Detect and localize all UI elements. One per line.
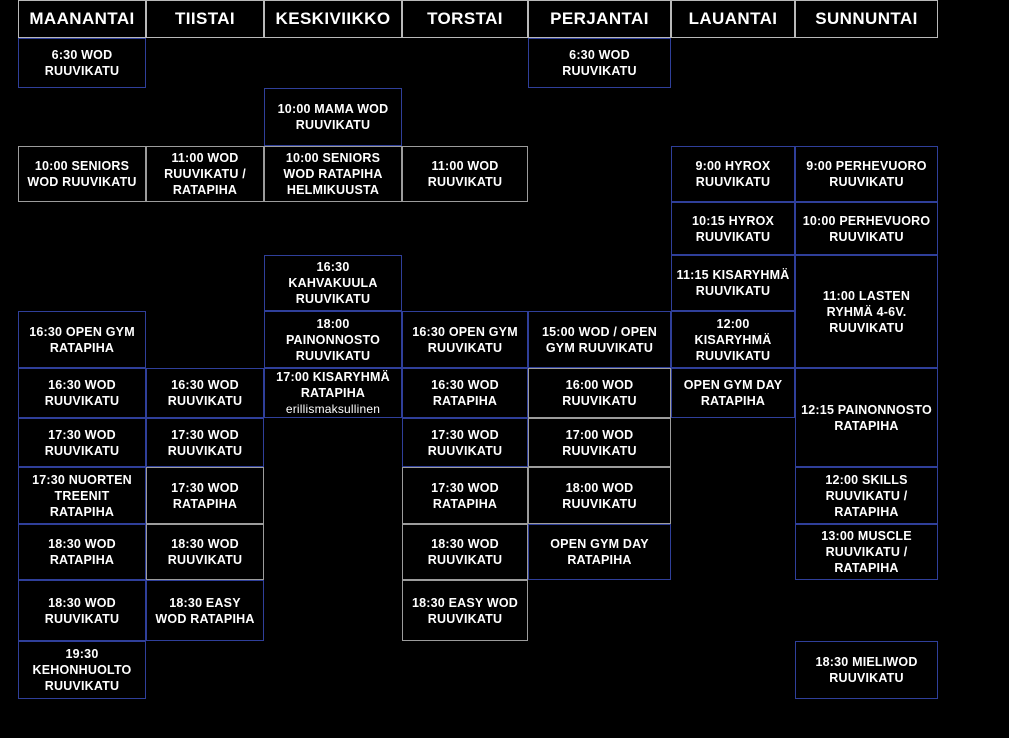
class-slot: 13:00 MUSCLE RUUVIKATU / RATAPIHA	[795, 524, 938, 580]
class-slot: 11:00 WOD RUUVIKATU	[402, 146, 528, 202]
day-header-sunday: SUNNUNTAI	[795, 0, 938, 38]
class-slot: 9:00 PERHEVUORO RUUVIKATU	[795, 146, 938, 202]
class-slot: 12:00 SKILLS RUUVIKATU / RATAPIHA	[795, 467, 938, 524]
class-slot: 6:30 WOD RUUVIKATU	[18, 38, 146, 88]
class-slot: 11:00 LASTEN RYHMÄ 4-6V. RUUVIKATU	[795, 255, 938, 368]
class-slot: 17:30 WOD RUUVIKATU	[146, 418, 264, 467]
class-slot: 17:30 WOD RATAPIHA	[146, 467, 264, 524]
class-slot: 18:30 WOD RUUVIKATU	[146, 524, 264, 580]
class-slot: 16:30 OPEN GYM RATAPIHA	[18, 311, 146, 368]
class-slot: 17:30 NUORTEN TREENIT RATAPIHA	[18, 467, 146, 524]
class-slot: 17:30 WOD RUUVIKATU	[18, 418, 146, 467]
class-slot: 18:30 WOD RATAPIHA	[18, 524, 146, 580]
class-slot: OPEN GYM DAY RATAPIHA	[528, 524, 671, 580]
class-slot: 10:00 SENIORS WOD RUUVIKATU	[18, 146, 146, 202]
class-slot: 18:30 MIELIWOD RUUVIKATU	[795, 641, 938, 699]
class-slot: 18:00 WOD RUUVIKATU	[528, 467, 671, 524]
class-slot: 18:30 EASY WOD RUUVIKATU	[402, 580, 528, 641]
class-slot: 15:00 WOD / OPEN GYM RUUVIKATU	[528, 311, 671, 368]
class-slot: 9:00 HYROX RUUVIKATU	[671, 146, 795, 202]
class-slot: 10:00 MAMA WOD RUUVIKATU	[264, 88, 402, 146]
class-slot: 6:30 WOD RUUVIKATU	[528, 38, 671, 88]
class-slot: 19:30 KEHONHUOLTO RUUVIKATU	[18, 641, 146, 699]
day-header-saturday: LAUANTAI	[671, 0, 795, 38]
class-slot: 18:30 EASY WOD RATAPIHA	[146, 580, 264, 641]
class-slot: 16:30 WOD RUUVIKATU	[146, 368, 264, 418]
class-slot: 16:00 WOD RUUVIKATU	[528, 368, 671, 418]
class-slot: 18:30 WOD RUUVIKATU	[402, 524, 528, 580]
class-slot: 17:00 WOD RUUVIKATU	[528, 418, 671, 467]
class-slot: 16:30 OPEN GYM RUUVIKATU	[402, 311, 528, 368]
class-slot: 18:00 PAINONNOSTO RUUVIKATU	[264, 311, 402, 368]
class-slot: 16:30 KAHVAKUULA RUUVIKATU	[264, 255, 402, 311]
class-slot: 16:30 WOD RATAPIHA	[402, 368, 528, 418]
day-header-monday: MAANANTAI	[18, 0, 146, 38]
day-header-thursday: TORSTAI	[402, 0, 528, 38]
day-header-tuesday: TIISTAI	[146, 0, 264, 38]
class-slot: 11:15 KISARYHMÄ RUUVIKATU	[671, 255, 795, 311]
class-slot: 17:30 WOD RATAPIHA	[402, 467, 528, 524]
class-slot: 10:15 HYROX RUUVIKATU	[671, 202, 795, 255]
day-header-wednesday: KESKIVIIKKO	[264, 0, 402, 38]
class-slot: 11:00 WOD RUUVIKATU / RATAPIHA	[146, 146, 264, 202]
class-slot: 17:30 WOD RUUVIKATU	[402, 418, 528, 467]
day-header-friday: PERJANTAI	[528, 0, 671, 38]
class-slot: 10:00 PERHEVUORO RUUVIKATU	[795, 202, 938, 255]
class-slot: 18:30 WOD RUUVIKATU	[18, 580, 146, 641]
class-slot: 10:00 SENIORS WOD RATAPIHA HELMIKUUSTA	[264, 146, 402, 202]
class-slot: 16:30 WOD RUUVIKATU	[18, 368, 146, 418]
class-slot: 12:15 PAINONNOSTO RATAPIHA	[795, 368, 938, 467]
class-slot: 17:00 KISARYHMÄ RATAPIHA erillismaksullinen	[264, 368, 402, 418]
class-slot: OPEN GYM DAY RATAPIHA	[671, 368, 795, 418]
class-note: erillismaksullinen	[285, 402, 381, 416]
class-slot: 12:00 KISARYHMÄ RUUVIKATU	[671, 311, 795, 368]
